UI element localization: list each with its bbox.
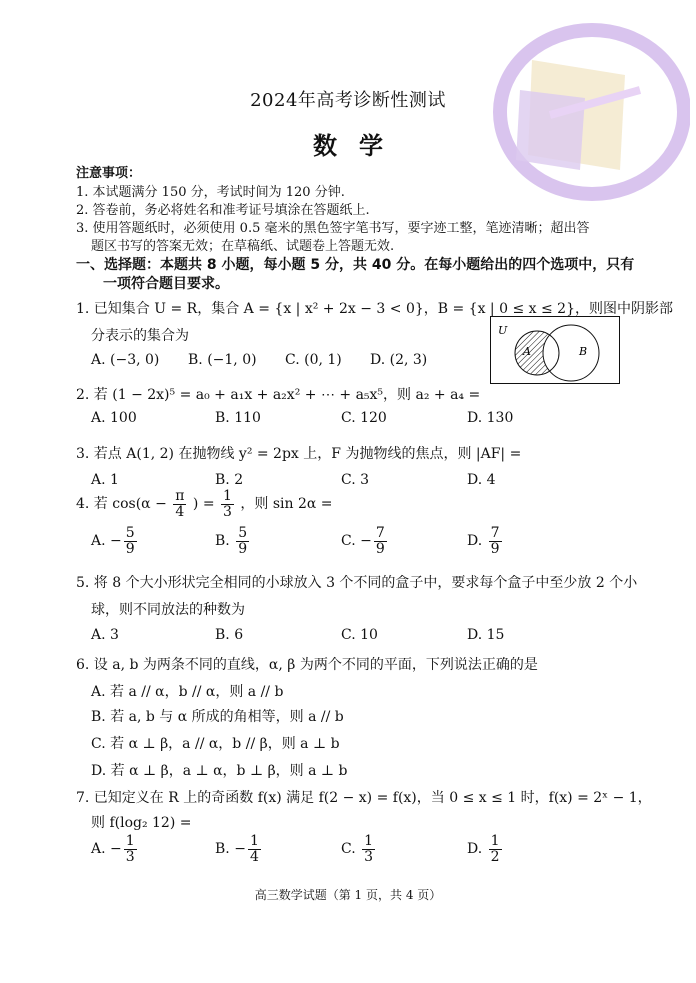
question-5-cont: 球，则不同放法的种数为 — [91, 602, 245, 618]
option-d: D. 若 α ⊥ β，a ⊥ α，b ⊥ β，则 a ⊥ b — [91, 763, 348, 779]
denominator: 4 — [175, 503, 185, 520]
numerator: 5 — [125, 525, 135, 541]
numerator: 1 — [125, 833, 135, 849]
option-sign: − — [234, 841, 246, 858]
question-5: 5. 将 8 个大小形状完全相同的小球放入 3 个不同的盒子中，要求每个盒子中至少放 2 个小 — [76, 575, 638, 591]
option-a: A. 若 a // α，b // α，则 a // b — [91, 684, 284, 700]
fraction — [248, 834, 261, 864]
fraction — [489, 834, 502, 864]
question-4 — [76, 489, 333, 519]
notice-item: 2. 答卷前，务必将姓名和准考证号填涂在答题纸上. — [76, 203, 370, 218]
venn-diagram — [490, 316, 620, 384]
option-label: B. — [215, 533, 230, 550]
numerator: 5 — [238, 525, 248, 541]
denominator: 2 — [490, 848, 500, 865]
option-c — [341, 526, 389, 556]
section-heading: 一项符合题目要求。 — [103, 276, 229, 292]
notice-item: 1. 本试题满分 150 分，考试时间为 120 分钟. — [76, 185, 345, 200]
fraction — [489, 526, 502, 556]
option-c: C. 120 — [341, 410, 387, 426]
numerator: π — [175, 488, 185, 504]
option-b: B. 若 a, b 与 α 所成的角相等，则 a // b — [91, 709, 344, 725]
option-a: A. 100 — [91, 410, 137, 426]
option-b — [215, 526, 251, 556]
option-a — [91, 526, 139, 556]
denominator: 4 — [249, 848, 259, 865]
option-b: B. 2 — [215, 472, 244, 488]
option-label: C. — [341, 533, 356, 550]
option-b: B. 110 — [215, 410, 261, 426]
fraction — [236, 526, 249, 556]
notice-item: 题区书写的答案无效；在草稿纸、试题卷上答题无效. — [91, 239, 395, 254]
option-d: D. 15 — [467, 627, 505, 643]
option-d — [467, 526, 504, 556]
question-6: 6. 设 a, b 为两条不同的直线，α, β 为两个不同的平面，下列说法正确的是 — [76, 657, 538, 673]
notice-heading: 注意事项： — [76, 166, 142, 181]
option-d — [467, 834, 504, 864]
question-4-text: ) = — [192, 496, 215, 513]
venn-a-label: A — [523, 345, 531, 358]
venn-figure — [491, 317, 619, 383]
option-c: C. 若 α ⊥ β，a // α，b // β，则 a ⊥ b — [91, 736, 340, 752]
fraction — [173, 489, 186, 519]
option-label: A. — [91, 533, 106, 550]
page-footer: 高三数学试题（第 1 页，共 4 页） — [254, 888, 442, 902]
denominator: 3 — [364, 848, 374, 865]
option-sign: − — [110, 841, 122, 858]
notice-item: 3. 使用答题纸时，必须使用 0.5 毫米的黑色签字笔书写，要字迹工整，笔迹清晰；超出答 — [76, 221, 590, 236]
fraction — [221, 489, 234, 519]
option-label: C. — [341, 841, 356, 858]
option-label: D. — [467, 533, 483, 550]
option-b — [215, 834, 263, 864]
page-title: 2024年高考诊断性测试 — [250, 90, 446, 111]
section-heading: 一、选择题：本题共 8 小题，每小题 5 分，共 40 分。在每小题给出的四个选项中，只有 — [76, 257, 635, 273]
venn-u-label: U — [498, 324, 508, 337]
denominator: 3 — [125, 848, 135, 865]
option-label: B. — [215, 841, 230, 858]
option-label: D. — [467, 841, 483, 858]
option-a: A. (−3, 0) — [91, 352, 160, 368]
option-sign: − — [110, 533, 122, 550]
option-sign: − — [360, 533, 372, 550]
option-b: B. 6 — [215, 627, 244, 643]
question-3: 3. 若点 A(1, 2) 在抛物线 y² = 2px 上，F 为抛物线的焦点，则 |AF| = — [76, 446, 522, 462]
denominator: 3 — [223, 503, 232, 520]
question-2: 2. 若 (1 − 2x)⁵ = a₀ + a₁x + a₂x² + ⋯ + a₅x⁵，则 a₂ + a₄ = — [76, 387, 481, 403]
option-d: D. (2, 3) — [370, 352, 428, 368]
denominator: 9 — [375, 540, 385, 557]
option-a: A. 1 — [91, 472, 119, 488]
numerator: 7 — [375, 525, 385, 541]
numerator: 7 — [490, 525, 500, 541]
question-1: 1. 已知集合 U = R，集合 A = {x | x² + 2x − 3 < 0}，B = {x | 0 ≤ x ≤ 2}，则图中阴影部 — [76, 301, 673, 317]
option-d: D. 4 — [467, 472, 496, 488]
denominator: 9 — [238, 540, 248, 557]
option-a — [91, 834, 139, 864]
denominator: 9 — [125, 540, 135, 557]
denominator: 9 — [490, 540, 500, 557]
fraction — [374, 526, 387, 556]
numerator: 1 — [249, 833, 259, 849]
option-b: B. (−1, 0) — [188, 352, 257, 368]
decorative-logo-icon — [480, 20, 690, 210]
numerator: 1 — [364, 833, 374, 849]
question-7: 7. 已知定义在 R 上的奇函数 f(x) 满足 f(2 − x) = f(x)，当 0 ≤ x ≤ 1 时，f(x) = 2ˣ − 1， — [76, 790, 652, 806]
option-c: C. 3 — [341, 472, 370, 488]
fraction — [124, 526, 137, 556]
venn-b-label: B — [579, 345, 588, 358]
option-c: C. (0, 1) — [285, 352, 342, 368]
question-4-text: 4. 若 cos(α − — [76, 496, 167, 513]
subject-title: 数学 — [313, 131, 405, 160]
question-1-cont: 分表示的集合为 — [91, 328, 189, 344]
fraction — [362, 834, 375, 864]
option-c — [341, 834, 377, 864]
question-4-text: ，则 sin 2α = — [240, 496, 333, 513]
numerator: 1 — [490, 833, 500, 849]
option-a: A. 3 — [91, 627, 119, 643]
option-label: A. — [91, 841, 106, 858]
fraction — [124, 834, 137, 864]
numerator: 1 — [223, 488, 232, 504]
option-c: C. 10 — [341, 627, 378, 643]
question-7-cont: 则 f(log₂ 12) = — [91, 815, 192, 831]
option-d: D. 130 — [467, 410, 514, 426]
